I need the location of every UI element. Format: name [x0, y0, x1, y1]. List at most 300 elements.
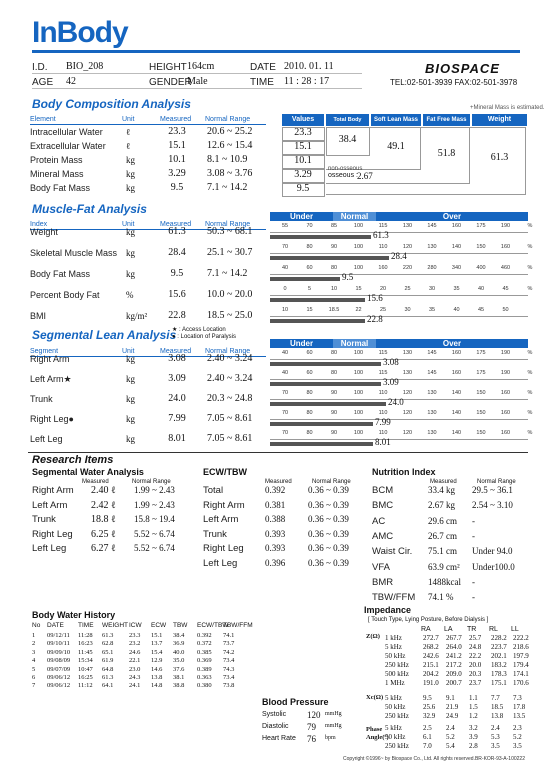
muscle_fat-bar-value: 22.8: [367, 314, 383, 324]
segmental-scale-tick: 150: [476, 390, 486, 396]
mf-band-normal: Normal: [333, 212, 376, 221]
impedance-xc-label: Xc(Ω): [366, 694, 384, 701]
history-col-head: No: [32, 622, 41, 629]
impedance-z-cell: 1 MHz: [385, 679, 405, 687]
slm-value: 49.1: [387, 141, 405, 152]
muscle_fat-scale-tick: 22: [355, 307, 362, 313]
segmental-scale-tick: 145: [427, 350, 437, 356]
muscle_fat-scale-tick: 100: [353, 244, 364, 250]
nutrition-measured: 1488kcal: [428, 576, 461, 587]
muscle_fat-bar: [270, 256, 389, 260]
copyright: Copyright ©1996~ by Biospace Co., Ltd. All rights reserved.BR-KOR-93-A-100222: [343, 756, 525, 762]
muscle_fat-row-normal: 25.1 ~ 30.7: [207, 247, 253, 258]
history-cell: 5: [32, 665, 36, 673]
height-label: HEIGHT: [149, 62, 187, 73]
nutrition-label: BCM: [372, 485, 394, 496]
ecw-normal: 0.36 ~ 0.39: [308, 528, 349, 539]
segmental-scale-tick: 140: [451, 410, 462, 416]
swa-measured: 18.8 ℓ: [91, 514, 116, 525]
ecw-label: Left Arm: [203, 514, 239, 525]
muscle_fat-axis: [270, 274, 528, 275]
history-cell: 4: [32, 657, 36, 665]
segmental-scale-tick: 100: [353, 410, 364, 416]
bp-title: Blood Pressure: [262, 697, 329, 707]
impedance-z-cell: 20.0: [469, 661, 482, 669]
segmental-bar: [270, 382, 381, 386]
grid-value: 3.29: [294, 169, 312, 180]
history-cell: 73.8: [223, 682, 235, 690]
history-col-head: TBW/FFM: [223, 622, 253, 629]
impedance-z-cell: 241.2: [446, 652, 462, 660]
history-cell: 11:28: [78, 632, 93, 639]
grid-head-weight: Weight: [472, 114, 527, 126]
muscle_fat-bar: [270, 298, 365, 302]
sl-col-segment: Segment: [30, 348, 59, 355]
bp-value: 76: [307, 734, 316, 744]
segmental-scale-tick: 80: [306, 390, 313, 396]
segmental-row-label: Left Arm★: [30, 374, 72, 384]
nutrition-normal: 29.5 ~ 36.1: [472, 485, 513, 495]
muscle_fat-bar: [270, 277, 340, 281]
muscle_fat-row-unit: kg: [126, 227, 135, 237]
impedance-xc-cell: 1.2: [469, 712, 478, 720]
segmental-scale-tick: 90: [330, 430, 338, 436]
segmental-row-normal: 7.05 ~ 8.61: [207, 433, 253, 444]
segmental-scale-tick: 70: [281, 390, 289, 396]
nutrition-measured: 2.67 kg: [428, 500, 455, 511]
impedance-phase-cell: 2.8: [469, 742, 478, 750]
tbw-value: 38.4: [338, 134, 357, 145]
nutrition-normal: Under 94.0: [472, 546, 513, 557]
muscle_fat-scale-tick: 80: [306, 244, 313, 250]
swa-col-normal: Normal Range: [132, 479, 171, 485]
segmental-scale-tick: 80: [330, 350, 338, 356]
segmental-scale-tick: 130: [402, 350, 413, 356]
history-cell: 62.8: [102, 640, 114, 648]
bc-row-unit: ℓ: [126, 141, 131, 151]
history-cell: 6: [32, 674, 36, 681]
impedance-z-label: Z(Ω): [366, 633, 380, 640]
history-cell: 7: [32, 682, 36, 690]
segmental-bar: [270, 442, 373, 446]
segmental-scale-tick: 90: [330, 410, 338, 416]
history-cell: 23.2: [129, 640, 141, 648]
segmental-bar-value: 24.0: [388, 397, 404, 407]
segmental-scale-tick: 140: [451, 430, 462, 436]
impedance-z-cell: 22.2: [469, 652, 482, 660]
segmental-scale-tick: %: [527, 430, 533, 436]
muscle_fat-bar: [270, 235, 371, 239]
history-col-head: ECW/TBW: [197, 622, 229, 629]
segmental-scale-tick: 190: [500, 370, 511, 376]
nutrition-label: VFA: [372, 561, 390, 573]
impedance-phase-cell: 6.1: [423, 733, 432, 741]
ecw-normal: 0.36 ~ 0.39: [308, 499, 349, 510]
history-cell: 16:23: [78, 640, 93, 648]
muscle_fat-row-measured: 9.5: [170, 268, 184, 279]
impedance-note: [ Touch Type, Lying Posture, Before Dialysis ]: [368, 617, 489, 623]
history-cell: 24.1: [129, 682, 141, 690]
impedance-z-cell: 500 kHz: [385, 670, 409, 678]
muscle_fat-scale-tick: 60: [306, 265, 313, 271]
muscle_fat-scale-tick: 280: [427, 265, 437, 271]
segmental-scale-tick: 130: [427, 410, 437, 416]
muscle_fat-scale-tick: 0: [283, 286, 287, 292]
nutrition-label: AMC: [372, 530, 394, 542]
muscle_fat-scale-tick: 80: [330, 265, 338, 271]
nutrition-normal: 2.54 ~ 3.10: [472, 500, 513, 511]
muscle_fat-row-unit: %: [126, 290, 134, 300]
history-cell: 23.3: [129, 632, 141, 639]
impedance-xc-cell: 13.5: [513, 712, 526, 720]
swa-label: Trunk: [32, 514, 56, 525]
impedance-z-cell: 228.2: [491, 634, 507, 642]
bc-row-normal: 7.1 ~ 14.2: [207, 182, 248, 193]
time-label: TIME: [250, 77, 274, 88]
segmental-row-unit: kg: [126, 374, 135, 384]
segmental-bar-value: 8.01: [375, 437, 391, 447]
impedance-xc-cell: 32.9: [423, 712, 436, 720]
history-cell: 36.9: [173, 640, 185, 648]
grid-head-slm: Soft Lean Mass: [371, 114, 421, 126]
bc-row-normal: 20.6 ~ 25.2: [207, 126, 253, 137]
swa-measured: 2.40 ℓ: [91, 485, 116, 496]
muscle_fat-bar-value: 9.5: [342, 272, 354, 282]
bc-row-unit: kg: [126, 183, 135, 193]
impedance-z-cell: 174.1: [513, 670, 529, 678]
muscle_fat-scale-tick: 25: [404, 286, 411, 292]
muscle_fat-scale-tick: 45: [502, 286, 509, 292]
impedance-z-cell: 222.2: [513, 634, 529, 642]
impedance-z-cell: 272.7: [423, 634, 439, 642]
ecw-normal: 0.36 ~ 0.39: [308, 557, 349, 568]
swa-normal: 1.99 ~ 2.43: [134, 499, 175, 510]
segmental-scale-tick: %: [527, 390, 533, 396]
non-osseous-label: non-osseous: [328, 166, 363, 172]
impedance-phase-cell: 5.2: [446, 733, 455, 741]
segmental-scale-tick: 80: [330, 370, 338, 376]
segmental-scale-tick: 110: [378, 390, 388, 396]
impedance-col-head: RA: [421, 626, 431, 633]
segmental-row-normal: 2.40 ~ 3.24: [207, 373, 253, 384]
muscle_fat-row-normal: 18.5 ~ 25.0: [207, 310, 253, 321]
ecw-label: Left Leg: [203, 557, 238, 569]
segmental-row-measured: 3.09: [168, 373, 186, 384]
muscle_fat-row-measured: 22.8: [168, 310, 186, 321]
segmental-scale-tick: 175: [476, 370, 486, 376]
impedance-phase-cell: 5.4: [446, 742, 455, 750]
impedance-col-head: TR: [467, 626, 477, 633]
muscle_fat-row-label: Percent Body Fat: [30, 290, 100, 300]
muscle_fat-scale-tick: 85: [330, 223, 338, 229]
impedance-title: Impedance: [364, 605, 412, 615]
muscle_fat-scale-tick: 145: [427, 223, 437, 229]
history-col-head: ECW: [151, 622, 167, 629]
history-cell: 37.6: [173, 665, 185, 673]
history-col-head: TIME: [78, 622, 94, 629]
impedance-xc-cell: 13.8: [491, 712, 504, 720]
muscle_fat-scale-tick: 460: [500, 265, 511, 271]
bc-row-unit: ℓ: [126, 127, 131, 137]
history-cell: 2: [32, 640, 36, 648]
nutrition-label: BMC: [372, 500, 394, 512]
time-value: 11 : 28 : 17: [284, 76, 330, 87]
muscle_fat-scale-tick: 175: [476, 223, 486, 229]
muscle_fat-scale-tick: 160: [378, 265, 388, 271]
nutrition-measured: 74.1 %: [428, 592, 454, 603]
muscle_fat-scale-tick: 130: [427, 244, 437, 250]
impedance-xc-cell: 5 kHz: [385, 694, 402, 702]
segmental-bar-value: 3.09: [383, 377, 399, 387]
id-value: BIO_208: [66, 61, 104, 72]
impedance-z-cell: 50 kHz: [385, 652, 406, 660]
muscle_fat-row-unit: kg: [126, 248, 135, 258]
muscle_fat-scale-tick: 160: [451, 223, 462, 229]
segmental-scale-tick: 80: [306, 430, 313, 436]
impedance-z-cell: 209.0: [446, 670, 462, 678]
muscle_fat-scale-tick: %: [527, 265, 533, 271]
segmental-scale-tick: 115: [378, 350, 388, 356]
sl-col-unit: Unit: [122, 348, 135, 355]
mineral-note: +Mineral Mass is estimated.: [470, 105, 545, 111]
segmental-scale-tick: 145: [427, 370, 437, 376]
segmental-scale-tick: 150: [476, 430, 486, 436]
bc-row-label: Mineral Mass: [30, 169, 84, 179]
history-cell: 14.6: [151, 665, 163, 673]
muscle_fat-scale-tick: 45: [477, 307, 485, 313]
impedance-xc-cell: 250 kHz: [385, 712, 409, 720]
history-cell: 35.0: [173, 657, 185, 665]
impedance-phase-cell: 3.9: [469, 733, 478, 741]
muscle_fat-row-unit: kg/m²: [126, 311, 148, 321]
legend-paralysis: ● : Location of Paralysis: [172, 334, 236, 340]
ecw-measured: 0.381: [265, 499, 286, 510]
history-cell: 11:45: [78, 648, 93, 656]
ffm-value: 51.8: [437, 148, 456, 159]
segmental-row-normal: 20.3 ~ 24.8: [207, 393, 253, 404]
history-col-head: TBW: [173, 622, 188, 629]
swa-label: Left Leg: [32, 543, 67, 554]
swa-col-measured: Measured: [82, 479, 109, 485]
bc-row-label: Protein Mass: [30, 155, 83, 165]
bc-col-element: Element: [30, 116, 56, 123]
impedance-phase-cell: 2.4: [491, 724, 500, 732]
muscle_fat-scale-tick: 35: [428, 307, 436, 313]
muscle_fat-row-label: Body Fat Mass: [30, 269, 91, 279]
muscle_fat-scale-tick: 110: [378, 244, 388, 250]
ecw-measured: 0.396: [265, 557, 286, 568]
segmental-scale-tick: 100: [353, 350, 364, 356]
segmental-scale-tick: 130: [402, 370, 413, 376]
sl-col-measured: Measured: [160, 348, 192, 355]
impedance-angle-label: Angle(º): [366, 734, 389, 741]
nutrition-normal: Under100.0: [472, 561, 515, 572]
segmental-scale-tick: 115: [378, 370, 388, 376]
muscle_fat-scale-tick: 115: [378, 223, 388, 229]
history-cell: 16:25: [78, 674, 93, 681]
impedance-z-cell: 202.1: [491, 652, 507, 660]
segmental-row-label: Left Leg: [30, 434, 63, 444]
history-cell: 14.8: [151, 682, 163, 690]
mf-col-measured: Measured: [160, 221, 192, 228]
research-rule: [28, 452, 528, 453]
impedance-xc-cell: 18.5: [491, 703, 504, 711]
segmental-scale-tick: 160: [451, 370, 462, 376]
sl-col-normal: Normal Range: [205, 348, 251, 355]
segmental-scale-tick: 160: [451, 350, 462, 356]
history-col-head: DATE: [47, 622, 64, 629]
muscle_fat-scale-tick: 10: [330, 286, 338, 292]
ecw-col-normal: Normal Range: [312, 479, 351, 485]
history-cell: 65.1: [102, 648, 114, 656]
mf-col-unit: Unit: [122, 221, 135, 228]
impedance-z-cell: 197.9: [513, 652, 529, 660]
grid-head-ffm: Fat Free Mass: [423, 114, 470, 126]
nutrition-measured: 33.4 kg: [428, 485, 455, 495]
muscle_fat-scale-tick: 30: [404, 307, 411, 313]
nutrition-normal: -: [472, 576, 475, 587]
contact-info: TEL:02-501-3939 FAX:02-501-3978: [390, 78, 518, 87]
header-divider-1: [32, 73, 362, 74]
impedance-z-cell: 267.7: [446, 634, 462, 642]
impedance-z-cell: 217.2: [446, 661, 462, 669]
impedance-z-cell: 223.7: [491, 643, 507, 651]
swa-measured: 6.27 ℓ: [91, 543, 116, 554]
muscle_fat-row-normal: 50.3 ~ 68.1: [207, 226, 253, 237]
history-cell: 09/10/11: [47, 640, 70, 648]
muscle_fat-scale-tick: 50: [502, 307, 509, 313]
sl-band-over: Over: [376, 339, 528, 348]
muscle_fat-row-normal: 10.0 ~ 20.0: [207, 289, 253, 300]
muscle_fat-scale-tick: 5: [307, 286, 312, 292]
bp-unit: bpm: [325, 735, 336, 741]
age-label: AGE: [32, 77, 54, 88]
nutrition-label: TBW/FFM: [372, 592, 416, 604]
weight-value: 61.3: [490, 152, 509, 163]
impedance-xc-cell: 25.6: [423, 703, 436, 711]
muscle_fat-scale-tick: 40: [477, 286, 485, 292]
segmental-row-unit: kg: [126, 414, 135, 424]
history-col-head: WEIGHT: [102, 622, 128, 629]
history-cell: 73.7: [223, 640, 235, 648]
segmental-scale-tick: %: [527, 370, 533, 376]
muscle_fat-scale-tick: 15: [306, 307, 313, 313]
muscle_fat-axis: [270, 316, 528, 317]
mf-col-index: Index: [30, 221, 48, 228]
history-cell: 09/08/09: [47, 657, 71, 665]
bc-row-measured: 23.3: [168, 126, 186, 137]
bc-row-unit: kg: [126, 155, 135, 165]
muscle_fat-scale-tick: 160: [500, 244, 511, 250]
ecw-normal: 0.36 ~ 0.39: [308, 485, 349, 495]
history-cell: 11:12: [78, 682, 93, 690]
bc-header-rule: [30, 124, 266, 125]
history-cell: 38.1: [173, 674, 185, 681]
muscle_fat-scale-tick: %: [527, 244, 533, 250]
muscle_fat-row-label: Weight: [30, 227, 58, 237]
nutrition-label: BMR: [372, 576, 394, 588]
muscle_fat-row-measured: 61.3: [168, 226, 186, 237]
impedance-z-cell: 218.6: [513, 643, 529, 651]
impedance-phase-cell: 5 kHz: [385, 724, 402, 732]
history-cell: 09/09/10: [47, 648, 71, 656]
gender-value: Male: [187, 76, 208, 87]
biospace-logo: BIOSPACE: [425, 61, 500, 76]
nutrition-label: AC: [372, 515, 386, 527]
impedance-z-cell: 200.7: [446, 679, 462, 687]
impedance-z-cell: 24.8: [469, 643, 482, 651]
impedance-phase-cell: 50 kHz: [385, 733, 406, 741]
bc-row-normal: 3.08 ~ 3.76: [207, 168, 253, 179]
segmental-scale-tick: 160: [500, 430, 511, 436]
segmental-row-measured: 3.08: [168, 353, 186, 364]
muscle_fat-scale-tick: %: [527, 223, 533, 229]
segmental-scale-tick: 140: [451, 390, 462, 396]
swa-normal: 15.8 ~ 19.4: [134, 514, 175, 524]
history-cell: 61.9: [102, 657, 114, 665]
nutrition-label: Waist Cir.: [372, 546, 413, 558]
grid-value: 9.5: [296, 183, 310, 194]
bc-row-normal: 8.1 ~ 10.9: [207, 154, 248, 165]
history-cell: 0.389: [197, 665, 212, 673]
history-cell: 74.2: [223, 648, 235, 656]
impedance-z-cell: 242.6: [423, 652, 439, 660]
history-cell: 0.380: [197, 682, 212, 690]
impedance-z-cell: 215.1: [423, 661, 439, 669]
muscle_fat-scale-tick: 90: [330, 244, 338, 250]
segmental-scale-tick: 130: [427, 430, 437, 436]
history-cell: 73.4: [223, 657, 235, 665]
muscle_fat-scale-tick: 15: [355, 286, 362, 292]
ecw-col-measured: Measured: [265, 479, 292, 485]
ecw-measured: 0.393: [265, 528, 286, 539]
ecw-measured: 0.388: [265, 514, 286, 524]
history-cell: 74.3: [223, 665, 235, 673]
muscle_fat-scale-tick: 400: [476, 265, 486, 271]
impedance-z-cell: 250 kHz: [385, 661, 409, 669]
impedance-z-cell: 5 kHz: [385, 643, 402, 651]
segmental-scale-tick: 60: [306, 370, 313, 376]
segmental-scale-tick: 120: [402, 410, 413, 416]
muscle_fat-scale-tick: 18.5: [328, 307, 340, 313]
muscle_fat-row-unit: kg: [126, 269, 135, 279]
date-value: 2010. 01. 11: [284, 61, 334, 72]
history-cell: 12.9: [151, 657, 163, 665]
bp-unit: mmHg: [325, 723, 342, 729]
impedance-phase-cell: 2.3: [513, 724, 522, 732]
segmental-bar-value: 3.08: [383, 357, 399, 367]
impedance-z-cell: 179.4: [513, 661, 529, 669]
bc-row-label: Extracellular Water: [30, 141, 106, 151]
history-cell: 0.392: [197, 632, 212, 639]
segmental-scale-tick: %: [527, 350, 533, 356]
muscle_fat-scale-tick: 10: [281, 307, 289, 313]
history-cell: 24.6: [129, 648, 141, 656]
nutrition-measured: 75.1 cm: [428, 546, 457, 557]
composition-grid: [282, 114, 527, 194]
impedance-xc-cell: 9.5: [423, 694, 432, 702]
segmental-axis: [270, 359, 528, 360]
swa-label: Right Leg: [32, 528, 73, 540]
impedance-phase-cell: 5.3: [491, 733, 500, 741]
impedance-col-head: LA: [444, 626, 453, 633]
impedance-phase-cell: 5.2: [513, 733, 522, 741]
muscle_fat-scale-tick: 100: [353, 265, 364, 271]
history-cell: 64.8: [102, 665, 114, 673]
impedance-phase-cell: 250 kHz: [385, 742, 409, 750]
impedance-z-cell: 264.0: [446, 643, 462, 651]
history-cell: 73.4: [223, 674, 235, 681]
